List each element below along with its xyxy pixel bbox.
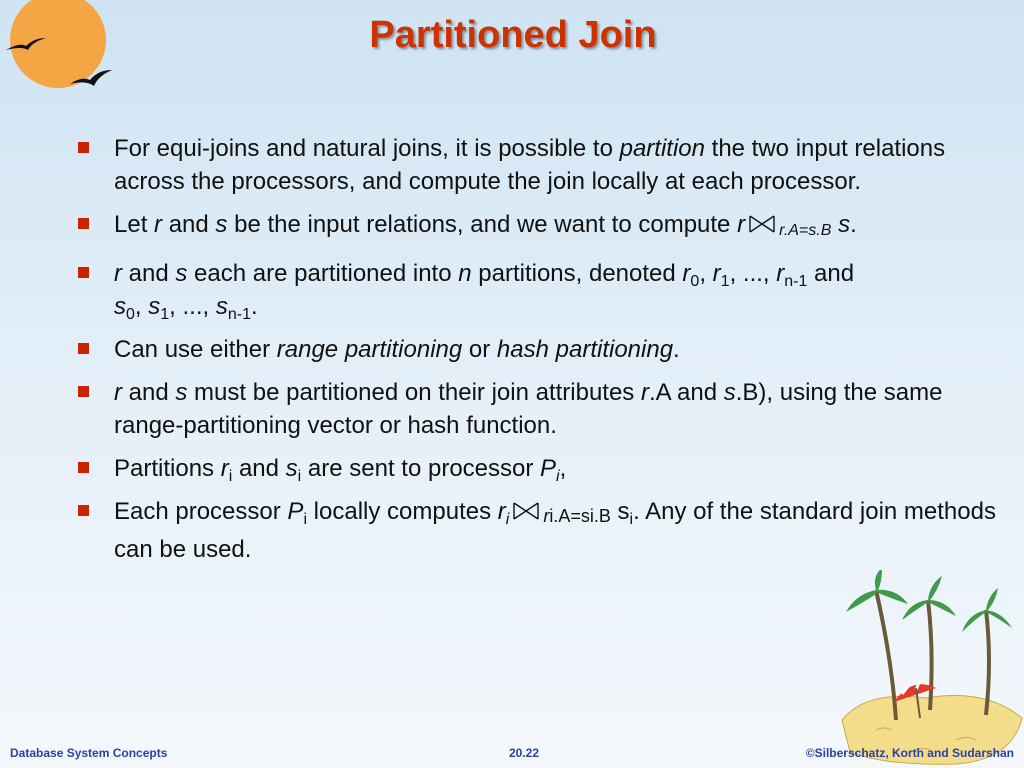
bullet-item-join-attributes: r and s must be partitioned on their join attributes r.A and s.B), using the same range-partitioning vector or hash function. [76, 376, 996, 442]
footer-slide-number: 20.22 [509, 746, 540, 760]
bullet-item-partitioned-into-n: r and s each are partitioned into n partitions, denoted $r_0$, $r_1$, ..., $r_{n-1}$ and $s_0$, $s_1$, ..., $s_{n-1}$. [76, 257, 996, 323]
slide-footer [0, 746, 1024, 762]
palm-island-decoration [836, 570, 1024, 768]
bullet-item-sent-to-processor: Partitions $r_i$ and $s_i$ are sent to processor $P_i$, [76, 452, 996, 485]
bullet-item-let-r-s: Let r and s be the input relations, and we want to compute r r.A=s.B s. [76, 208, 996, 247]
join-symbol-icon [512, 501, 540, 521]
bullet-marker [78, 218, 89, 229]
bullet-marker [78, 267, 89, 278]
footer-book-title: Database System Concepts [10, 746, 168, 760]
join-condition: i.A=si.B [549, 506, 611, 526]
bullet-marker [78, 142, 89, 153]
bullet-marker [78, 343, 89, 354]
bullet-marker [78, 386, 89, 397]
join-symbol-icon [748, 214, 776, 234]
footer-copyright: ©Silberschatz, Korth and Sudarshan [805, 746, 1014, 760]
bullet-list [76, 132, 996, 576]
bullet-item-range-hash: Can use either range partitioning or hash partitioning. [76, 333, 996, 366]
join-condition: r.A=s.B [779, 222, 832, 239]
bullet-item-local-compute: Each processor $P_i$ locally computes $r_i$ ri.A=si.B $s_i$. Any of the standard join methods can be used. [76, 495, 996, 566]
bullet-item-partition: For equi-joins and natural joins, it is possible to partition the two input relations across the processors, and compute the join locally at each processor. [76, 132, 996, 198]
slide-title: Partitioned Join [369, 14, 657, 56]
bullet-marker [78, 505, 89, 516]
bullet-marker [78, 462, 89, 473]
